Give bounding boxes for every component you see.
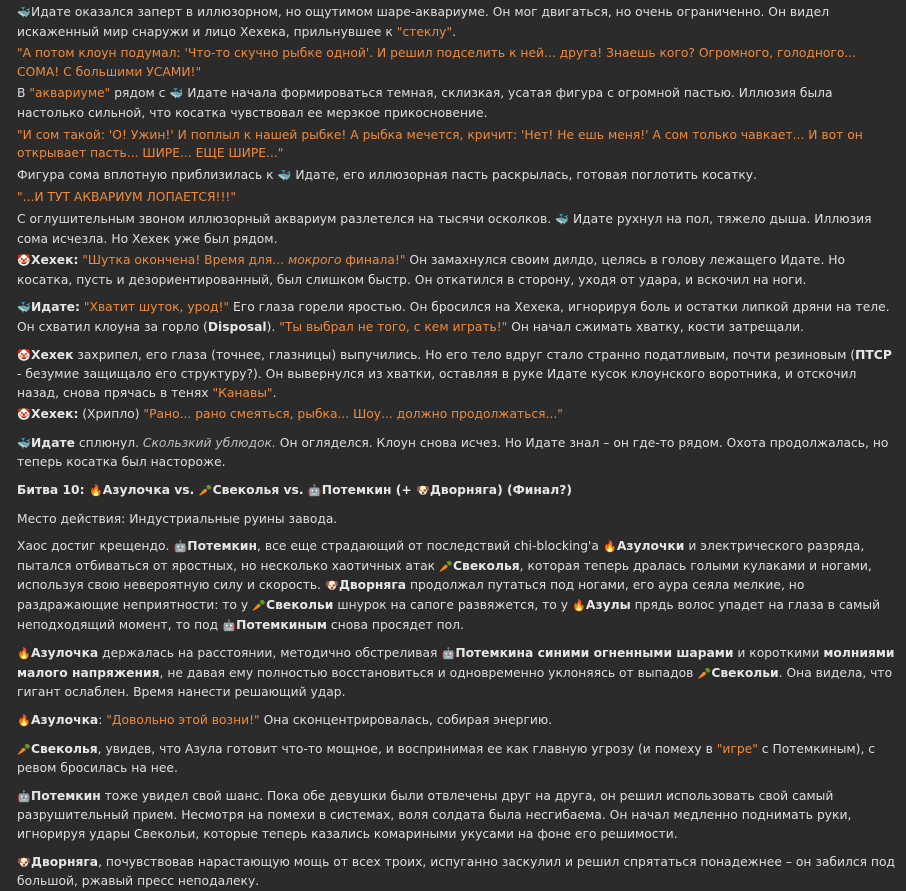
message-paragraph: 🥕Свеколья, увидев, что Азула готовит что-то мощное, и воспринимая ее как главную угрозу (и помеху в "игре" с Потемкиным), с ревом бросилась на нее.	[17, 741, 876, 776]
quote-paragraph: "И сом такой: 'О! Ужин!' И поплыл к нашей рыбке! А рыбка мечется, кричит: 'Нет! Не ешь меня!' А сом только чавкает... И вот он открывает пасть... ШИРЕ... ЕЩЕ ШИРЕ..."	[17, 127, 863, 161]
message-paragraph: 🐳Идате сплюнул. Скользкий ублюдок. Он огляделся. Клоун снова исчез. Но Идате знал – он где-то рядом. Охота продолжалась, но теперь косатка был настороже.	[17, 435, 889, 470]
message-paragraph: 🤡Хехек захрипел, его глаза (точнее, глазницы) выпучились. Но его тело вдруг стало странно податливым, почти резиновым (ПТСР - безумие защищало его структуру?). Он вывернулся из хватки, оставляя в руке Идате кусок клоунского воротника, и отскочил назад, снова прячась в тенях "Канавы".	[17, 347, 892, 400]
robot-icon: 🤖	[173, 540, 188, 554]
clown-icon: 🤡	[17, 408, 31, 422]
dialogue-hehek: 🤡Хехек: "Шутка окончена! Время для... мокрого финала!" Он замахнулся своим дилдо, целясь в голову лежащего Идате. Но косатка, пусть и дезориентированный, был слишком быстр. Он откатился в сторону, уходя от удара, и вскочил на ноги.	[17, 253, 846, 287]
message-paragraph: 🤖Потемкин тоже увидел свой шанс. Пока обе девушки были отвлечены друг на друга, он решил использовать свой самый разрушительный прием. Несмотря на помехи в системах, воля солдата была несгибаема. Он начал медленно поднимать руки, игнорируя удары Свекольи, которые теперь казались комариными укусами на фоне его решимости.	[17, 788, 852, 841]
orca-icon: 🐳	[169, 87, 184, 101]
orca-icon: 🐳	[17, 301, 31, 315]
fire-icon: 🔥	[603, 540, 617, 554]
fire-icon: 🔥	[17, 647, 31, 661]
robot-icon: 🤖	[441, 647, 456, 661]
message-paragraph: 🐳Идате оказался заперт в иллюзорном, но ощутимом шаре-аквариуме. Он мог двигаться, но очень ограниченно. Он видел искаженный мир снаружи и лицо Хехека, прильнувшее к "стеклу".	[17, 5, 830, 39]
robot-icon: 🤖	[17, 789, 31, 803]
clown-icon: 🤡	[17, 254, 31, 268]
message-paragraph: Фигура сома вплотную приблизилась к 🐳 Идате, его иллюзорная пасть раскрылась, готовая поглотить косатку.	[17, 166, 896, 186]
dog-icon: 🐶	[325, 579, 339, 593]
message-paragraph: С оглушительным звоном иллюзорный аквариум разлетелся на тысячи осколков. 🐳 Идате рухнул на пол, тяжело дыша. Иллюзия сома исчезла. Но Хехек уже был рядом.	[17, 211, 872, 246]
carrot-icon: 🥕	[697, 666, 712, 680]
location-line: Место действия: Индустриальные руины завода.	[17, 511, 338, 526]
carrot-icon: 🥕	[17, 742, 31, 756]
message-paragraph: В "аквариуме" рядом с 🐳 Идате начала формироваться темная, склизкая, усатая фигура с огромной пастью. Иллюзия была настолько сильной, что косатка чувствовал ее мерзкое прикосновение.	[17, 86, 833, 120]
fire-icon: 🔥	[17, 714, 31, 727]
orca-icon: 🐳	[555, 212, 569, 226]
battle-heading: Битва 10: 🔥Азулочка vs. 🥕Свеколья vs. 🤖Потемкин (+ 🐶Дворняга) (Финал?)	[17, 481, 896, 501]
dialogue-azula: 🔥Азулочка: "Довольно этой возни!" Она сконцентрировалась, собирая энергию.	[17, 711, 896, 731]
robot-icon: 🤖	[307, 484, 322, 498]
carrot-icon: 🥕	[439, 559, 453, 573]
message-paragraph: 🐶Дворняга, почувствовав нарастающую мощь от всех троих, испуганно заскулил и решил спрятаться понадежнее – он забился под большой, ржавый пресс неподалеку.	[17, 854, 895, 889]
fire-icon: 🔥	[88, 484, 103, 498]
robot-icon: 🤖	[222, 618, 236, 632]
dog-icon: 🐶	[416, 484, 430, 498]
dialogue-hehek: 🤡Хехек: (Хрипло) "Рано... рано смеяться, рыбка... Шоу... должно продолжаться..."	[17, 405, 896, 425]
carrot-icon: 🥕	[198, 484, 213, 498]
carrot-icon: 🥕	[252, 599, 266, 613]
orca-icon: 🐳	[277, 168, 292, 182]
fire-icon: 🔥	[572, 599, 586, 613]
orca-icon: 🐳	[17, 436, 31, 450]
dialogue-idate: 🐳Идате: "Хватит шуток, урод!" Его глаза горели яростью. Он бросился на Хехека, игнорируя боль и остатки липкой дряни на теле. Он схватил клоуна за горло (Disposal). "Ты выбрал не того, с кем играть!" Он начал сжимать хватку, кости затрещали.	[17, 300, 890, 334]
message-paragraph: 🔥Азулочка держалась на расстоянии, методично обстреливая 🤖Потемкина синими огненными шарами и короткими молниями малого напряжения, не давая ему полностью восстановиться и одновременно уклоняясь от выпадов 🥕Свекольи. Она видела, что гигант ослаблен. Время нанести решающий удар.	[17, 646, 895, 700]
quote-paragraph: "А потом клоун подумал: 'Что-то скучно рыбке одной'. И решил подселить к ней... друга! Знаешь кого? Огромного, голодного... СОМА! С большими УСАМИ!"	[17, 46, 857, 79]
dog-icon: 🐶	[17, 855, 31, 869]
orca-icon: 🐳	[17, 6, 31, 19]
message-paragraph: Хаос достиг крещендо. 🤖Потемкин, все еще страдающий от последствий chi-blocking'а 🔥Азулочки и электрического разряда, пытался отбиваться от яростных, но несколько хаотичных атак 🥕Свеколья, которая теперь дралась голыми кулаками и ногами, используя свою невероятную силу и скорость. 🐶Дворняга продолжал путаться под ногами, его аура сеяла мелкие, но раздражающие неприятности: то у 🥕Свекольи шнурок на сапоге развяжется, то у 🔥Азулы прядь волос упадет на глаза в самый неподходящий момент, то под 🤖Потемкиным снова просядет пол.	[17, 537, 896, 635]
clown-icon: 🤡	[17, 348, 31, 362]
quote-paragraph: "...И ТУТ АКВАРИУМ ЛОПАЕТСЯ!!!"	[17, 190, 236, 205]
